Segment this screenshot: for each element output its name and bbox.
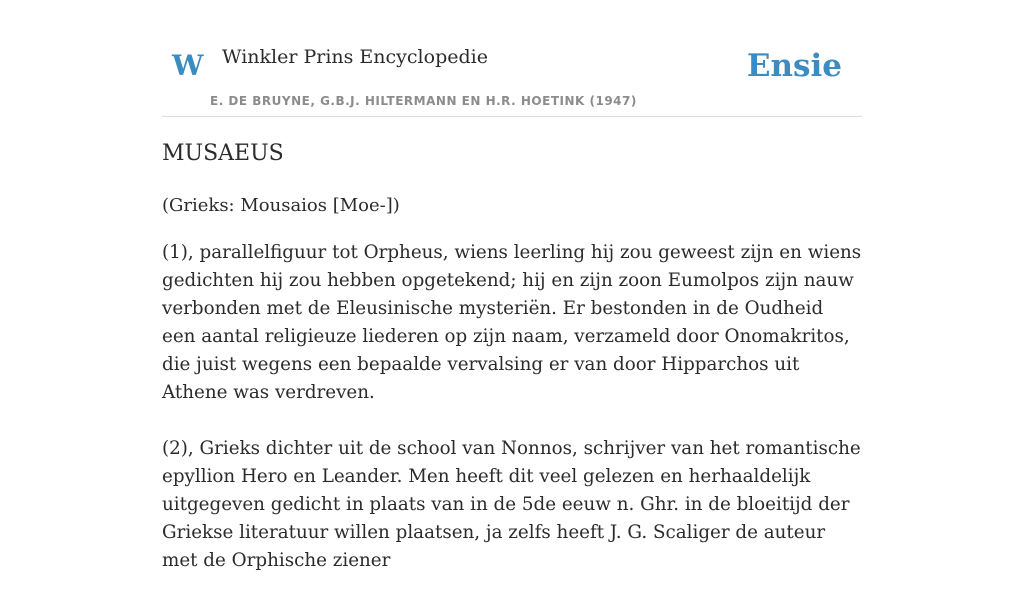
winkler-prins-logo-icon: W — [172, 49, 204, 82]
article-paragraph-2: (2), Grieks dichter uit de school van Nonnos, schrijver van het romantische epyllion Hero en Leander. Men heeft dit veel gelezen en herhaaldelijk uitgegeven gedicht in plaats van in de 5de eeuw n. Ghr. in de bloeitijd der Griekse literatuur willen plaatsen, ja zelfs heeft J. G. Scaliger de auteur met de Orphische ziener — [162, 438, 861, 571]
article-title: MUSAEUS — [162, 141, 284, 166]
source-header — [162, 0, 862, 117]
ensie-brand-logo[interactable]: Ensie — [746, 48, 842, 84]
article-body — [162, 239, 862, 603]
article-paragraph-1: (1), parallelfiguur tot Orpheus, wiens leerling hij zou geweest zijn en wiens gedichten hij zou hebben opgetekend; hij en zijn zoon Eumolpos zijn nauw verbonden met de Eleusinische mysteriën. Er bestonden in de Oudheid een aantal religieuze liederen op zijn naam, verzameld door Onomakritos, die juist wegens een bepaalde vervalsing er van door Hipparchos uit Athene was verdreven. — [162, 242, 862, 403]
source-authors: E. DE BRUYNE, G.B.J. HILTERMANN EN H.R. HOETINK (1947) — [210, 94, 637, 108]
source-title[interactable]: Winkler Prins Encyclopedie — [222, 46, 488, 68]
article-subtitle: (Grieks: Mousaios [Moe-]) — [162, 195, 400, 216]
page-container — [162, 0, 862, 571]
